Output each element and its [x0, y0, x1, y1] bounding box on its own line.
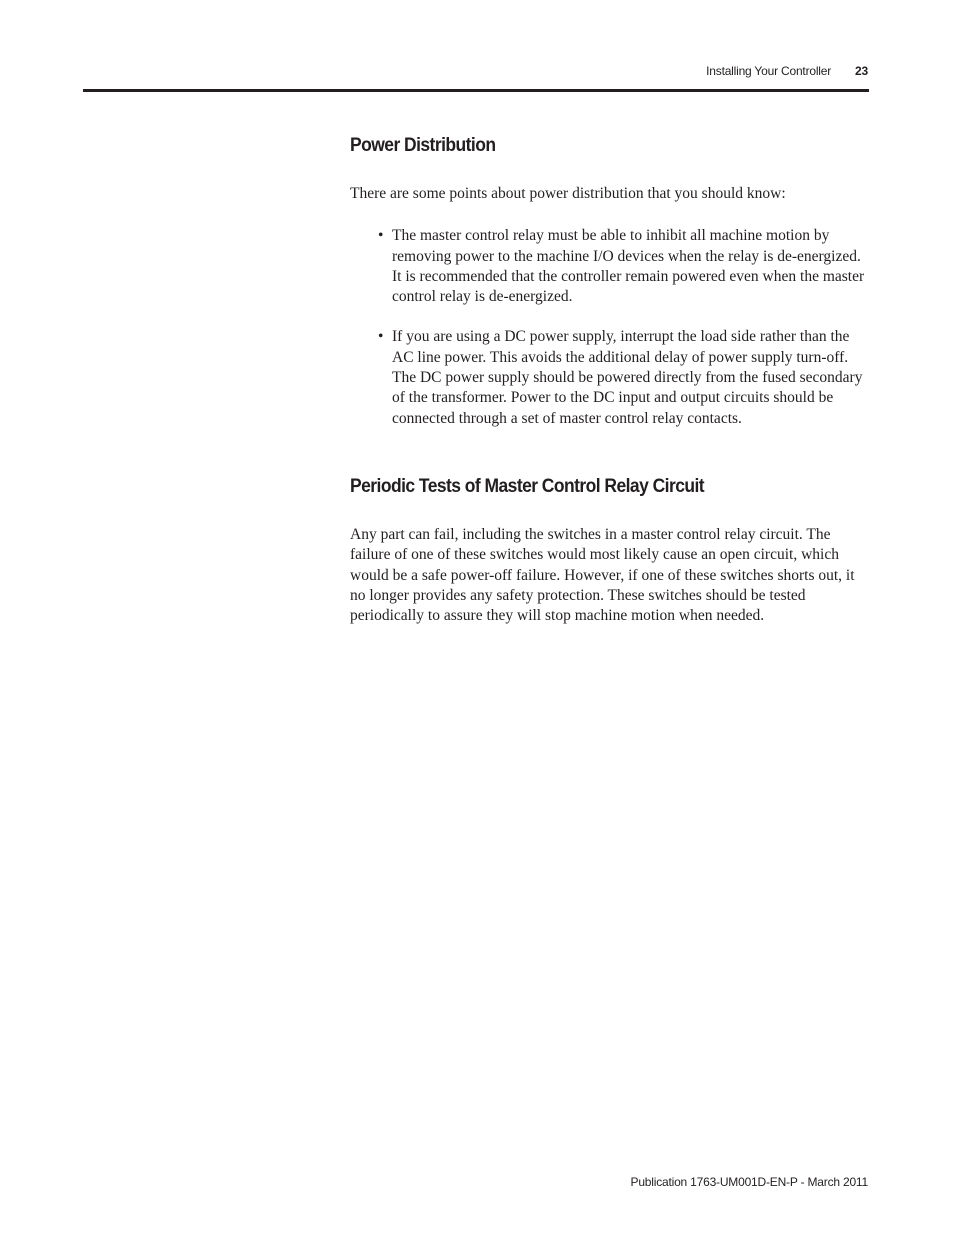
section-power-distribution	[350, 130, 870, 429]
section-periodic-tests	[350, 471, 870, 626]
page-content	[350, 130, 870, 626]
list-item	[378, 226, 870, 307]
bullet-icon: •	[378, 328, 384, 346]
list-item-text: The master control relay must be able to inhibit all machine motion by removing power to the machine I/O devices when the relay is de-energized. It is recommended that the controller remain powered even when the master control relay is de-energized.	[392, 227, 865, 306]
page-header	[706, 64, 868, 78]
bullet-list	[350, 226, 870, 429]
heading-power-distribution: Power Distribution	[350, 135, 496, 156]
heading-periodic-tests: Periodic Tests of Master Control Relay Circuit	[350, 475, 705, 497]
publication-footer: Publication 1763-UM001D-EN-P - March 2011	[630, 1175, 868, 1189]
intro-paragraph: There are some points about power distribution that you should know:	[350, 185, 786, 202]
list-item-text: If you are using a DC power supply, interrupt the load side rather than the AC line power. This avoids the additional delay of power supply turn-off. The DC power supply should be powered directly from the fused secondary of the transformer. Power to the DC input and output circuits should be connected through a set of master control relay contacts.	[392, 328, 863, 427]
header-rule	[83, 89, 869, 92]
header-section-title: Installing Your Controller	[706, 64, 832, 78]
page-number: 23	[855, 64, 868, 78]
bullet-icon: •	[378, 227, 384, 245]
periodic-tests-paragraph: Any part can fail, including the switches in a master control relay circuit. The failure of one of these switches would most likely cause an open circuit, which would be a safe power-off failure. However, if one of these switches shorts out, it no longer provides any safety protection. These switches should be tested periodically to assure they will stop machine motion when needed.	[350, 525, 855, 625]
list-item	[378, 327, 870, 428]
